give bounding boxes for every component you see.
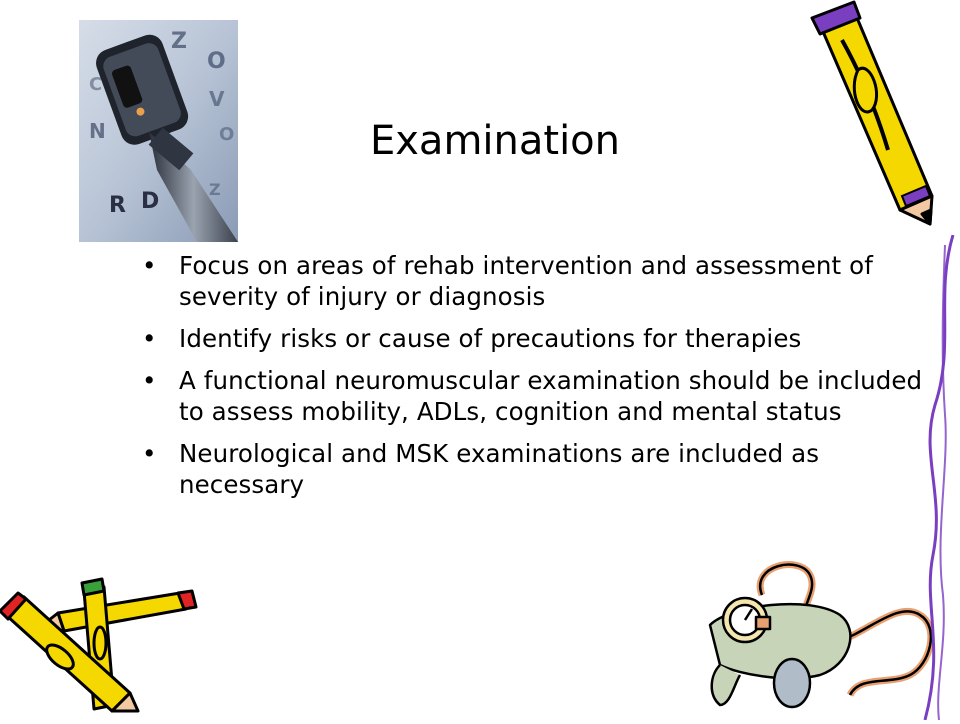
- photo-letter: O: [219, 124, 235, 145]
- pencil-icon: [800, 0, 950, 230]
- pencils-icon: [0, 575, 200, 715]
- bullet-glyph: •: [142, 251, 157, 280]
- bullet-glyph: •: [142, 324, 157, 353]
- bullet-list: [140, 250, 940, 511]
- bullet-glyph: •: [142, 366, 157, 395]
- photo-letter: N: [89, 119, 106, 143]
- slide-title: Examination: [369, 118, 621, 164]
- photo-letter: D: [141, 189, 160, 214]
- decorative-squiggle: [905, 235, 960, 720]
- photo-letter: Z: [171, 29, 187, 54]
- bullet-text: A functional neuromuscular examination should be included to assess mobility, ADLs, cognition and mental status: [179, 366, 923, 426]
- bullet-item: [140, 250, 940, 312]
- photo-letter: Z: [209, 180, 221, 199]
- bullet-text: Neurological and MSK examinations are included as necessary: [179, 439, 820, 499]
- photo-letter: V: [209, 87, 225, 111]
- bullet-item: [140, 438, 940, 500]
- bullet-text: Focus on areas of rehab intervention and assessment of severity of injury or diagnosis: [179, 251, 873, 311]
- photo-letter: O: [207, 49, 226, 74]
- bullet-item: [140, 365, 940, 427]
- photo-letter: R: [109, 193, 126, 218]
- bullet-text: Identify risks or cause of precautions for therapies: [179, 324, 802, 353]
- bullet-glyph: •: [142, 439, 157, 468]
- bullet-item: [140, 323, 940, 354]
- photo-letter: C: [89, 74, 103, 95]
